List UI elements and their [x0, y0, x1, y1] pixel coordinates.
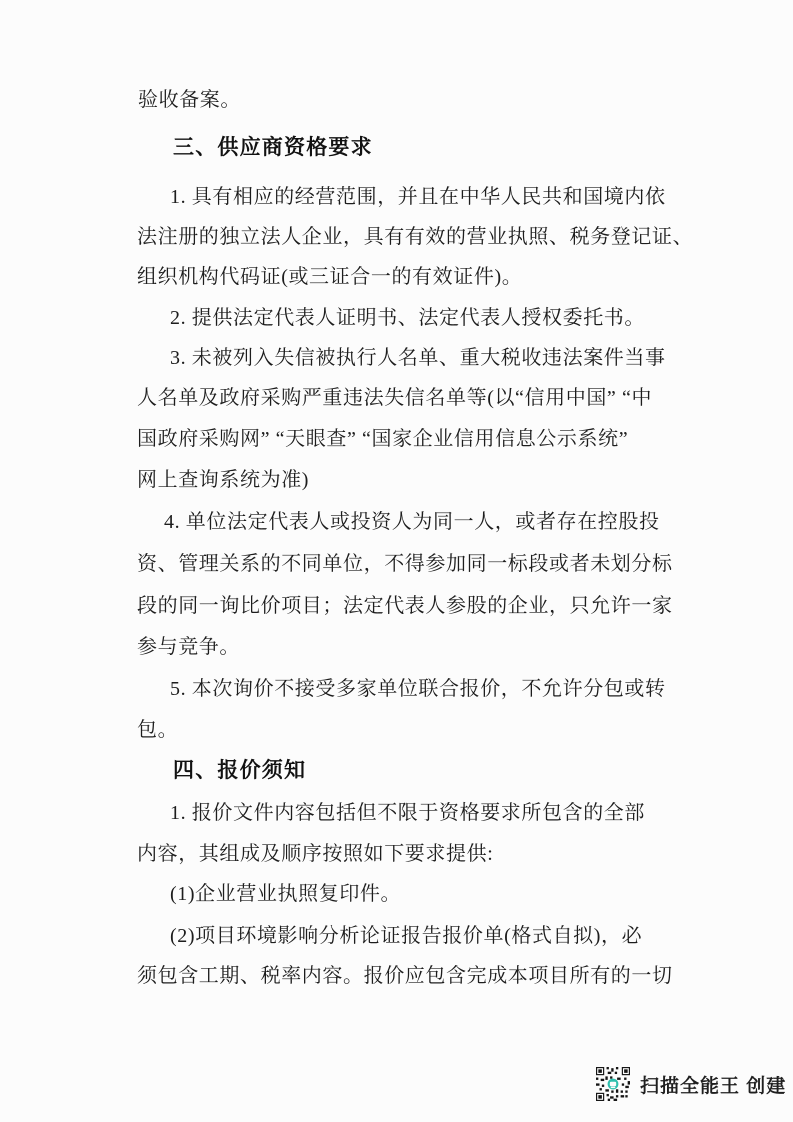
text-line: 参与竞争。 [137, 636, 240, 658]
text-line: 4. 单位法定代表人或投资人为同一人，或者存在控股投 [164, 511, 660, 533]
text-line: 网上查询系统为准) [137, 469, 310, 491]
text-line: 须包含工期、税率内容。报价应包含完成本项目所有的一切 [137, 965, 673, 987]
text-line: 1. 具有相应的经营范围，并且在中华人民共和国境内依 [170, 186, 666, 208]
text-line: 人名单及政府采购严重违法失信名单等(以“信用中国” “中 [137, 387, 653, 409]
text-line: 验收备案。 [138, 89, 241, 111]
text-line: (2)项目环境影响分析论证报告报价单(格式自拟)，必 [170, 925, 643, 947]
text-line: 段的同一询比价项目；法定代表人参股的企业，只允许一家 [137, 595, 673, 617]
scanner-watermark-label: 扫描全能王 创建 [640, 1075, 787, 1097]
text-line: 资、管理关系的不同单位，不得参加同一标段或者未划分标 [137, 553, 673, 575]
text-line: 国政府采购网” “天眼查” “国家企业信用信息公示系统” [137, 428, 629, 450]
text-line: 2. 提供法定代表人证明书、法定代表人授权委托书。 [170, 307, 645, 329]
text-line: 3. 未被列入失信被执行人名单、重大税收违法案件当事 [170, 347, 666, 369]
text-line: 法注册的独立法人企业，具有有效的营业执照、税务登记证、 [137, 226, 694, 248]
text-line: (1)企业营业执照复印件。 [170, 883, 402, 905]
text-line: 组织机构代码证(或三证合一的有效证件)。 [137, 266, 523, 288]
text-line: 内容，其组成及顺序按照如下要求提供: [137, 843, 494, 865]
text-line: 包。 [137, 719, 179, 741]
text-line: 1. 报价文件内容包括但不限于资格要求所包含的全部 [170, 802, 645, 824]
scanner-watermark [596, 1066, 786, 1102]
text-line: 5. 本次询价不接受多家单位联合报价，不允许分包或转 [170, 678, 666, 700]
section-heading-quotation-notes: 四、报价须知 [173, 759, 307, 782]
section-heading-supplier-qualifications: 三、供应商资格要求 [173, 136, 373, 159]
qrcode-icon [596, 1066, 630, 1102]
